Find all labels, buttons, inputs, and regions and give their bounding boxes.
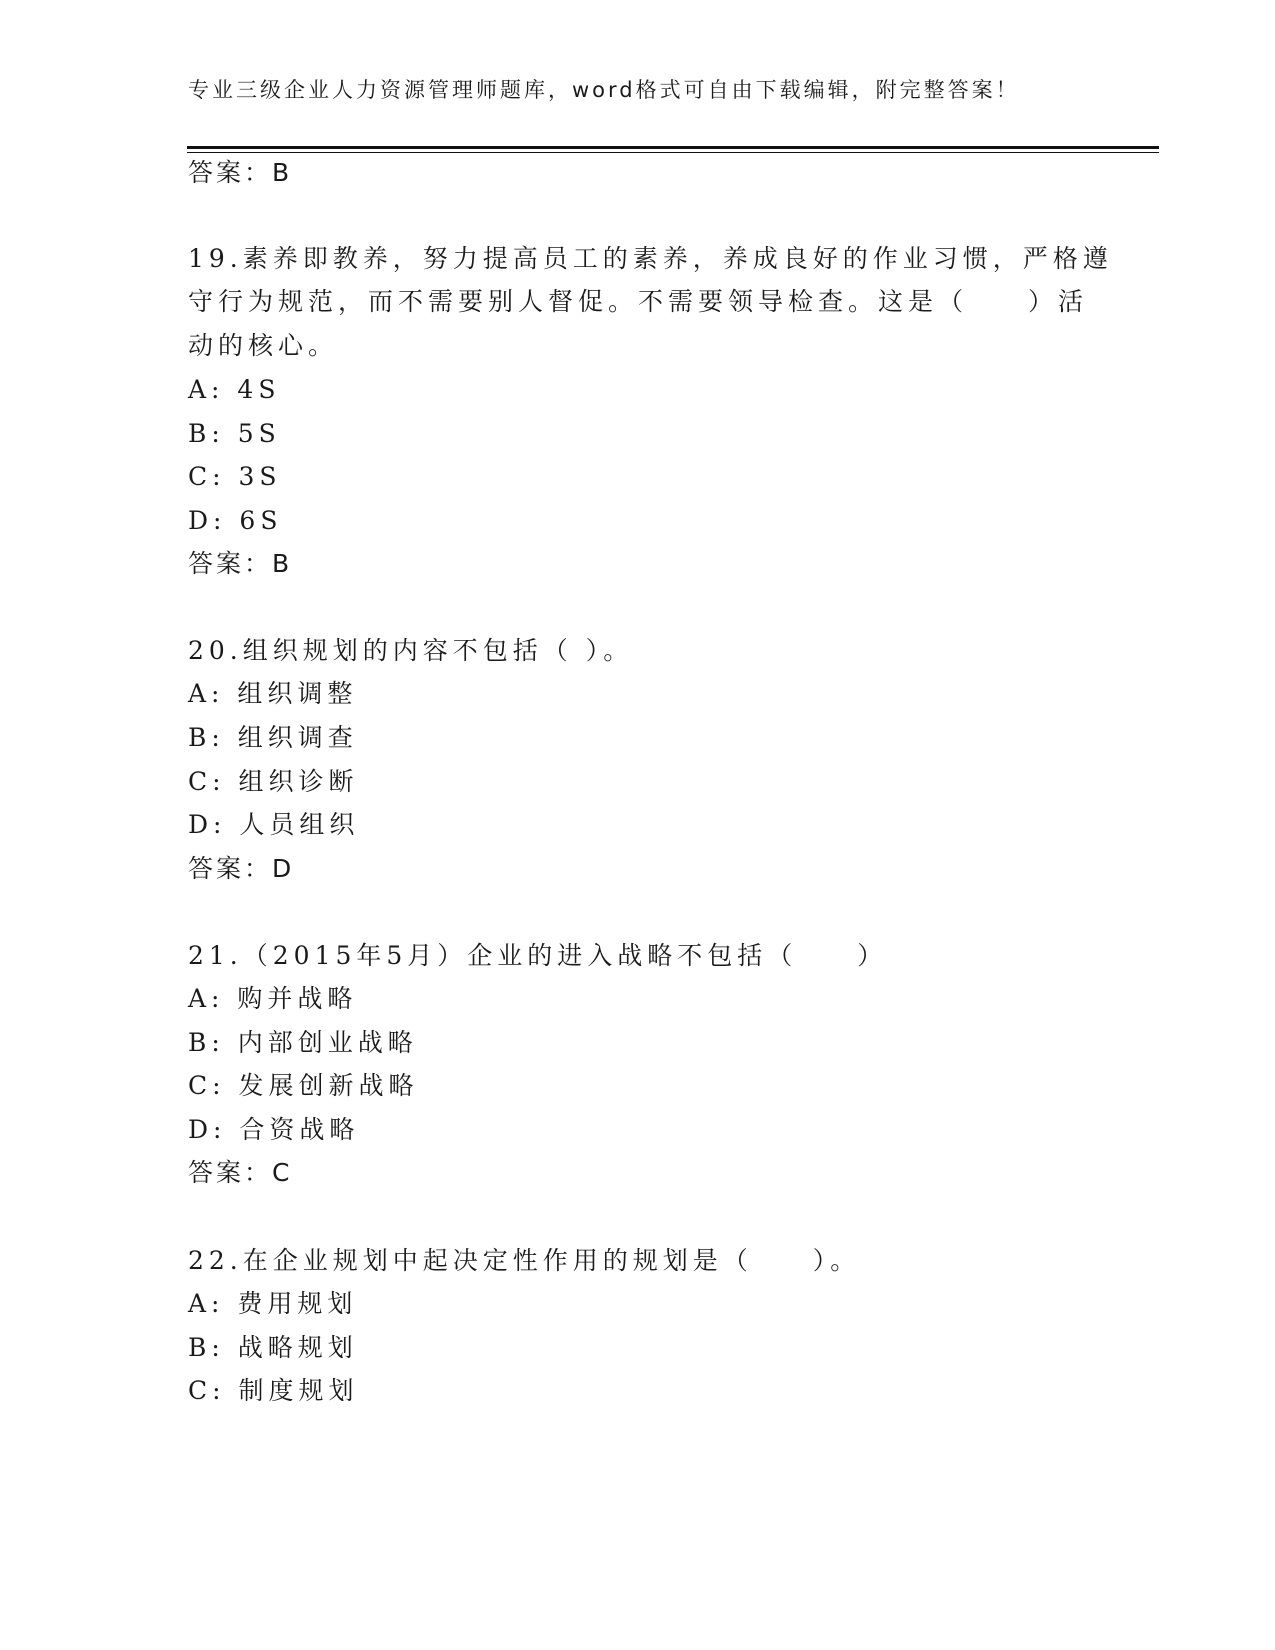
q19-option-a: A: 4S — [188, 375, 281, 404]
q22-option-b: B: 战略规划 — [188, 1333, 358, 1362]
q20-option-a: A: 组织调整 — [188, 679, 358, 708]
q20-option-b: B: 组织调查 — [188, 723, 358, 752]
q21-option-c: C: 发展创新战略 — [188, 1071, 419, 1100]
q20-answer: 答案：D — [188, 854, 295, 883]
q22-option-c: C: 制度规划 — [188, 1376, 359, 1405]
q20-option-c: C: 组织诊断 — [188, 767, 359, 796]
q19-option-d: D: 6S — [188, 506, 283, 535]
q22-option-a: A: 费用规划 — [188, 1289, 358, 1318]
header-rule-thick — [187, 146, 1159, 149]
q19-option-c: C: 3S — [188, 462, 282, 491]
q21-answer: 答案：C — [188, 1158, 293, 1187]
answer-previous: 答案：B — [188, 158, 293, 187]
q19-stem-line-1: 19.素养即教养，努力提高员工的素养，养成良好的作业习惯，严格遵 — [188, 244, 1113, 273]
page-header: 专业三级企业人力资源管理师题库，word格式可自由下载编辑，附完整答案！ — [188, 78, 1020, 102]
q21-stem-line-1: 21.（2015年5月）企业的进入战略不包括（ ） — [188, 941, 888, 970]
q19-answer: 答案：B — [188, 549, 293, 578]
q21-option-b: B: 内部创业战略 — [188, 1028, 418, 1057]
header-rule-thin — [187, 152, 1159, 153]
q19-option-b: B: 5S — [188, 419, 281, 448]
q19-stem-line-3: 动的核心。 — [188, 331, 339, 360]
q21-option-d: D: 合资战略 — [188, 1115, 360, 1144]
q22-stem-line-1: 22.在企业规划中起决定性作用的规划是（ ）。 — [188, 1246, 861, 1275]
q20-stem-line-1: 20.组织规划的内容不包括（ ）。 — [188, 636, 634, 665]
q21-option-a: A: 购并战略 — [188, 984, 358, 1013]
q20-option-d: D: 人员组织 — [188, 810, 360, 839]
q19-stem-line-2: 守行为规范，而不需要别人督促。不需要领导检查。这是（ ）活 — [188, 287, 1089, 316]
